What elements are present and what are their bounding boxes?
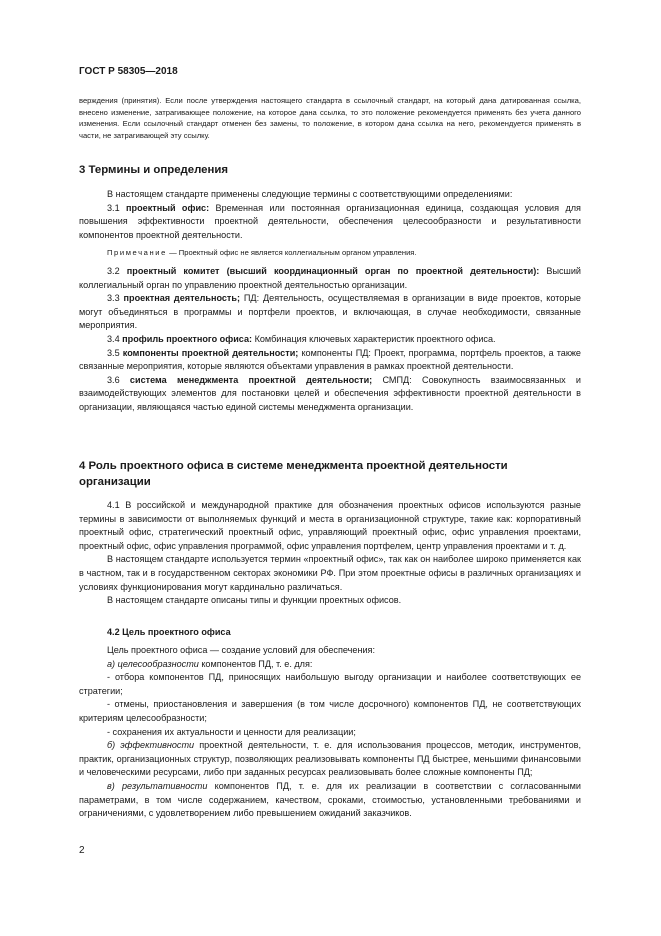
term-3-5 — [79, 347, 581, 374]
document-header: ГОСТ Р 58305—2018 — [79, 66, 178, 77]
term-3-1-text: Временная или постоянная организационная единица, создающая условия для повышения эффективности проектной деятельности, обеспечения целесообразности и результативности компонентов проектной деятельности. — [79, 202, 581, 240]
note-label: Примечание — [107, 248, 167, 257]
section-3-title: 3 Термины и определения — [79, 164, 229, 176]
goal-item-a3: - сохранения их актуальности и ценности для реализации; — [107, 726, 356, 737]
term-3-6-term: система менеджмента проектной деятельности; — [129, 374, 373, 385]
goal-item-a-text: компонентов ПД, т. е. для: — [198, 658, 313, 669]
term-3-6-text: СМПД: Совокупность взаимосвязанных и взаимодействующих элементов для постановки целей и обеспечения эффективности проектной деятельности в организации, являющаяся частью единой системы менеджмента организации. — [79, 374, 582, 412]
goal-item-b-label: б) — [107, 740, 121, 751]
goal-item-a-label: а) — [107, 658, 118, 669]
term-3-4 — [79, 333, 581, 347]
note-3-1 — [79, 247, 581, 259]
subsection-4-2-heading-block — [79, 627, 581, 637]
intro-block — [79, 95, 581, 142]
section-4-body — [79, 499, 581, 608]
paragraph-4-1c: В настоящем стандарте описаны типы и функции проектных офисов. — [107, 595, 402, 606]
paragraph-4-1b: В настоящем стандарте используется термин «проектный офис», так как он наиболее широко применяется как в частном, так и в государственном секторах экономики РФ. При этом проектные офисы в различных организациях и условиях функционирования могут кардинально различаться. — [79, 554, 581, 592]
term-3-2-text: Высший коллегиальный орган по управлению проектной деятельностью организации. — [79, 266, 581, 290]
section-4-heading-block — [79, 458, 581, 490]
goal-item-a2: - отмены, приостановления и завершения (в том числе досрочного) компонентов ПД, не соответствующих критериям целесообразности; — [79, 699, 581, 723]
term-3-4-text: Комбинация ключевых характеристик проектного офиса. — [252, 333, 496, 344]
term-3-2-num: 3.2 — [107, 266, 127, 276]
goal-item-c-label: в) — [107, 780, 122, 791]
term-3-5-text: компоненты ПД: Проект, программа, портфель проектов, а также связанные мероприятия, которые являются объектами управления в рамках проектной деятельности. — [79, 347, 581, 372]
term-3-4-num: 3.4 — [107, 333, 123, 344]
term-3-1-num: 3.1 — [107, 202, 127, 213]
goal-lead: Цель проектного офиса — создание условий для обеспечения: — [107, 645, 376, 655]
term-3-3-term: проектная деятельность; — [123, 293, 241, 304]
term-3-3-num: 3.3 — [107, 293, 124, 304]
goal-item-c-term: результативности — [122, 780, 208, 791]
page-number: 2 — [79, 845, 85, 856]
term-3-2-term: проектный комитет (высший координационный орган по проектной деятельности): — [126, 266, 540, 276]
subsection-4-2-body — [79, 644, 581, 821]
section-4-title: 4 Роль проектного офиса в системе менеджмента проектной деятельности организации — [79, 460, 508, 488]
term-3-3-text: ПД: Деятельность, осуществляемая в организации в виде проектов, которые могут объединяться в программы и портфели проектов, и включающая, в случае необходимости, связанные мероприятия. — [79, 293, 581, 331]
term-3-2 — [79, 265, 581, 292]
note-block — [79, 247, 581, 259]
section-3-terms — [79, 265, 581, 415]
intro-paragraph: верждения (принятия). Если после утверждения настоящего стандарта в ссылочный стандарт, на который дана датированная ссылка, внесено изменение, затрагивающее положение, на которое дана ссылка, то это положение рекомендуется применять без учета данного изменения. Если ссылочный стандарт отменен без замены, то положение, в котором дана ссылка на него, рекомендуется применять в части, не затрагивающей эту ссылку. — [79, 96, 581, 141]
goal-item-c — [79, 780, 581, 821]
term-3-3 — [79, 292, 581, 333]
term-3-6 — [79, 374, 581, 415]
section-3-body — [79, 188, 581, 242]
term-3-6-num: 3.6 — [107, 374, 130, 385]
goal-item-a1: - отбора компонентов ПД, приносящих наибольшую выгоду организации и наиболее соответствующих ее стратегии; — [79, 672, 581, 696]
note-text: — Проектный офис не является коллегиальным органом управления. — [166, 248, 417, 257]
subsection-4-2-title: 4.2 Цель проектного офиса — [107, 627, 231, 637]
term-3-5-num: 3.5 — [107, 347, 123, 358]
term-3-4-term: профиль проектного офиса: — [122, 333, 253, 344]
term-3-1 — [79, 202, 581, 243]
goal-item-b — [79, 739, 581, 780]
term-3-1-term: проектный офис: — [126, 202, 210, 213]
paragraph-4-1: 4.1 В российской и международной практике для обозначения проектных офисов используются разные термины в зависимости от выполняемых функций и места в организационной структуре, такие как: корпоративный проектный офис, стратегический проектный офис, управляющий проектный офис, офис управления проектами, проектный офис, офис управления программой, офис управления портфелем, центр управления проектами и т. д. — [79, 500, 581, 551]
goal-item-c-text: компонентов ПД, т. е. для их реализации в соответствии с согласованными параметрами, в том числе содержанием, качеством, сроками, стоимостью, установленными требованиями и ограничениями, с удовлетворением либо превышением ожиданий заказчиков. — [79, 780, 581, 819]
section-3-lead: В настоящем стандарте применены следующие термины с соответствующими определениями: — [107, 189, 513, 199]
term-3-5-term: компоненты проектной деятельности; — [122, 347, 299, 358]
section-3-heading-block — [79, 162, 581, 178]
goal-item-b-term: эффективности — [120, 740, 195, 751]
goal-item-b-text: проектной деятельности, т. е. для использования процессов, методик, инструментов, практик, организационных структур, позволяющих реализовывать компоненты ПД быстрее, меньшими финансовыми и человеческими ресурсами, либо при заданных ресурсах реализовывать более сложные компоненты ПД; — [79, 740, 582, 778]
goal-item-a — [79, 658, 581, 672]
goal-item-a-term: целесообразности — [117, 658, 199, 669]
